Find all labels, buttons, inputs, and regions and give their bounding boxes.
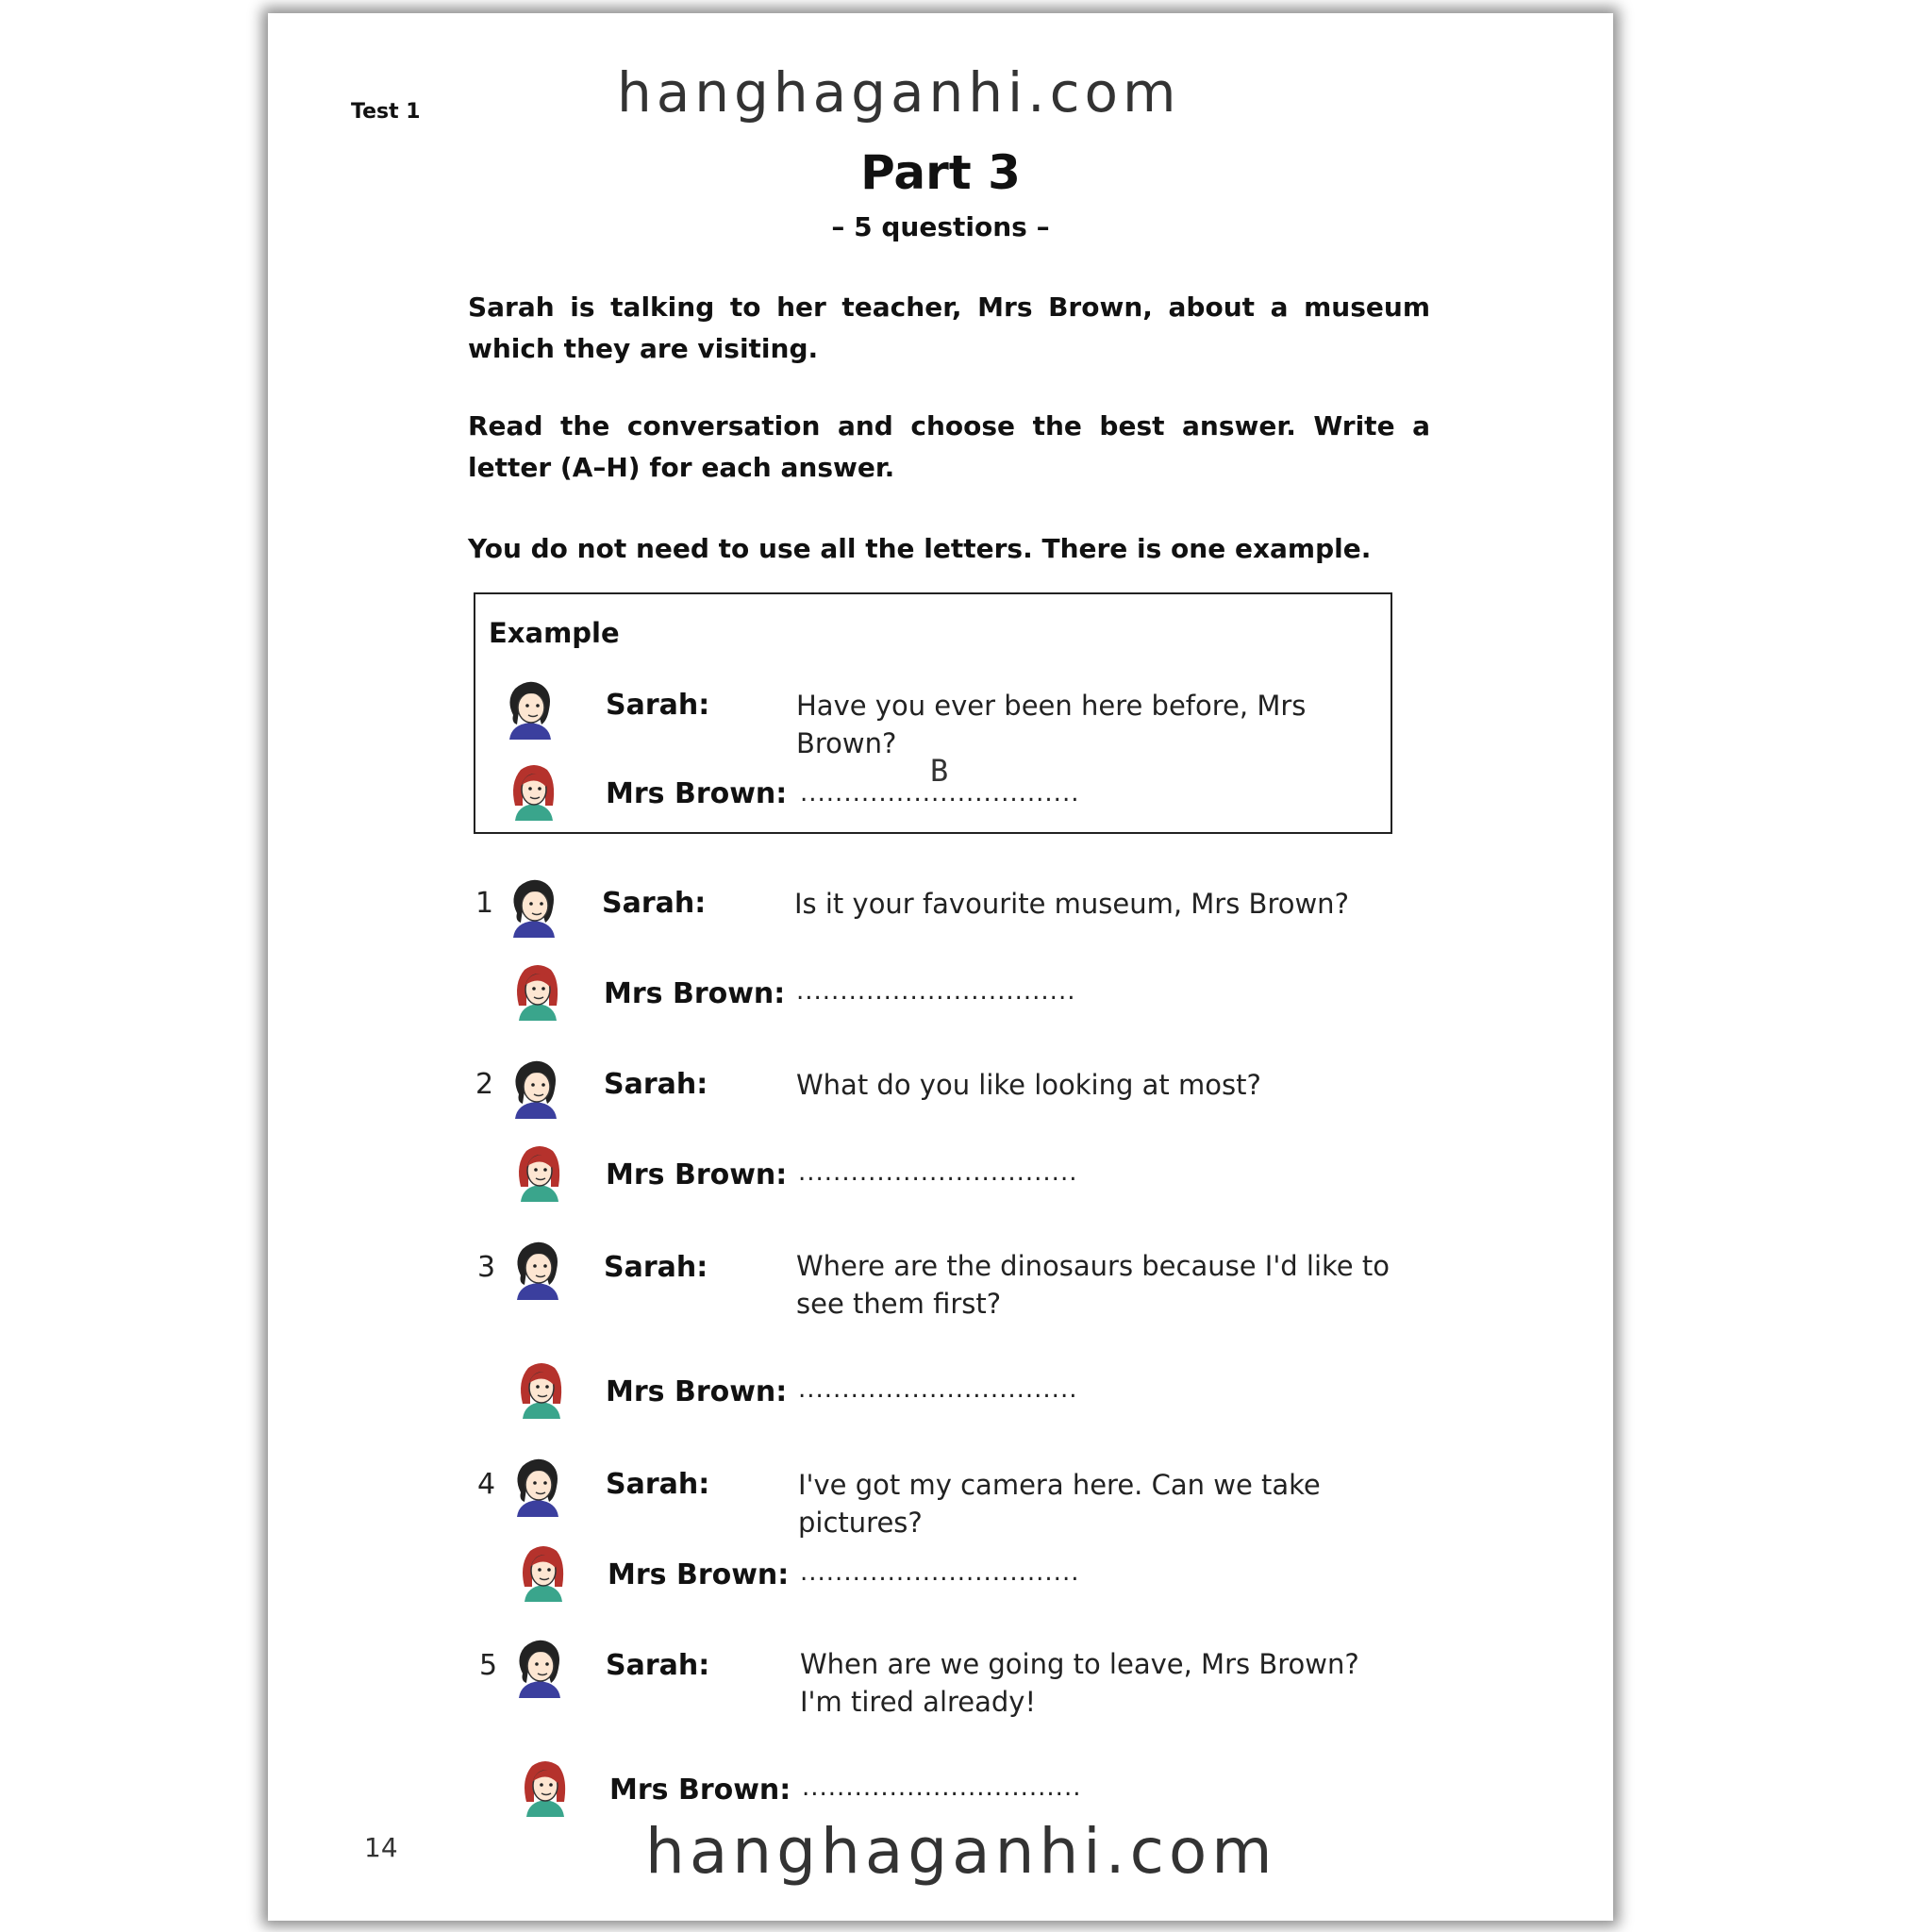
speaker-mrs-brown: Mrs Brown: [604,977,786,1010]
answer-blank[interactable]: ................................ [800,1558,1080,1587]
watermark-top: hanghaganhi.com [617,60,1181,125]
instruction-task: Read the conversation and choose the best answer. Write a letter (A–H) for each answer. [468,410,1430,483]
speaker-mrs-brown: Mrs Brown: [606,1375,788,1408]
question-number: 1 [475,887,494,920]
sarah-avatar-icon [506,1057,566,1121]
sarah-line: Have you ever been here before, Mrs Brown? [796,690,1307,759]
speaker-sarah: Sarah: [604,1251,708,1284]
mrs-brown-avatar-icon [515,1755,575,1819]
question-2 [268,1049,1613,1219]
running-head: Test 1 [351,100,421,124]
speaker-mrs-brown: Mrs Brown: [606,1158,788,1191]
sarah-avatar-icon [504,875,564,940]
sarah-avatar-icon [508,1238,568,1302]
question-number: 5 [479,1649,498,1682]
speaker-mrs-brown: Mrs Brown: [606,777,788,810]
sarah-avatar-icon [509,1636,570,1700]
speaker-sarah: Sarah: [606,689,710,722]
mrs-brown-avatar-icon [509,1140,570,1204]
sarah-line: Is it your favourite museum, Mrs Brown? [794,888,1349,920]
question-number: 2 [475,1068,494,1101]
answer-blank: ................................ [800,779,1080,808]
instruction-note: You do not need to use all the letters. There is one example. [468,533,1372,564]
answer-blank[interactable]: ................................ [798,1375,1078,1404]
sarah-line: Where are the dinosaurs because I'd like to see them first? [796,1250,1390,1320]
sarah-line: What do you like looking at most? [796,1069,1261,1101]
question-number: 4 [477,1468,496,1501]
question-5 [268,1628,1613,1836]
mrs-brown-avatar-icon [504,758,564,823]
watermark-bottom: hanghaganhi.com [645,1815,1277,1888]
sarah-avatar-icon [500,677,560,741]
question-number: 3 [477,1251,496,1284]
worksheet-page [268,13,1613,1921]
question-4 [268,1447,1613,1617]
mrs-brown-avatar-icon [513,1540,574,1604]
speaker-sarah: Sarah: [606,1468,710,1501]
mrs-brown-avatar-icon [508,958,568,1023]
mrs-brown-avatar-icon [511,1357,572,1421]
page-subtitle: – 5 questions – [831,211,1050,242]
speaker-mrs-brown: Mrs Brown: [608,1558,790,1591]
page-title: Part 3 [860,145,1021,200]
speaker-mrs-brown: Mrs Brown: [609,1774,791,1807]
example-label: Example [489,617,620,649]
speaker-sarah: Sarah: [606,1649,710,1682]
example-box [474,592,1392,834]
page-number: 14 [364,1832,398,1863]
answer-blank[interactable]: ................................ [802,1774,1082,1802]
question-1 [268,868,1613,1038]
question-3 [268,1230,1613,1438]
sarah-line: I've got my camera here. Can we take pictures? [798,1469,1321,1539]
speaker-sarah: Sarah: [602,887,707,920]
sarah-line: When are we going to leave, Mrs Brown? I'm tired already! [800,1648,1359,1718]
example-answer: B [930,753,949,789]
sarah-avatar-icon [508,1455,568,1519]
answer-blank[interactable]: ................................ [796,977,1076,1006]
instruction-context: Sarah is talking to her teacher, Mrs Brown, about a museum which they are visiting. [468,291,1430,364]
answer-blank[interactable]: ................................ [798,1158,1078,1187]
speaker-sarah: Sarah: [604,1068,708,1101]
